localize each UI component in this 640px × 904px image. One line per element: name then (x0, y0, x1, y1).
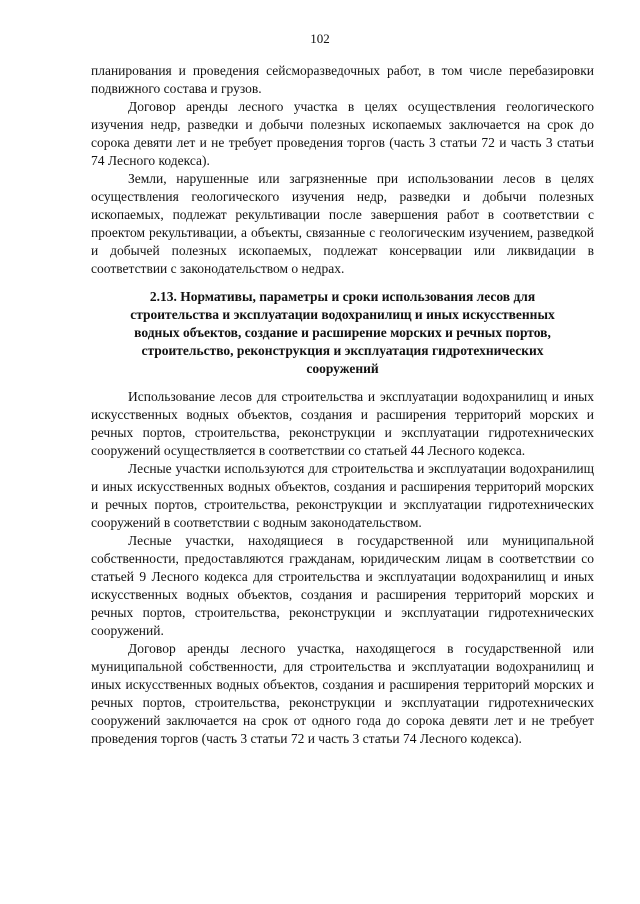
paragraph-continuation: планирования и проведения сейсморазведочных работ, в том числе перебазировки подвижного состава и грузов. (91, 63, 594, 96)
paragraph: Договор аренды лесного участка в целях осуществления геологического изучения недр, разведки и добычи полезных ископаемых заключается на срок до сорока девяти лет и не требует проведения торгов (часть 3 статьи 72 и часть 3 статьи 74 Лесного кодекса). (91, 99, 594, 168)
paragraph: Лесные участки используются для строительства и эксплуатации водохранилищ и иных искусственных водных объектов, создания и расширения территорий морских и речных портов, строительства, реконструкции и эксплуатации гидротехнических сооружений в соответствии с водным законодательством. (91, 461, 594, 530)
paragraph: Договор аренды лесного участка, находящегося в государственной или муниципальной собственности, для строительства и эксплуатации водохранилищ и иных искусственных водных объектов, создания и расширения территорий морских и речных портов, строительства, реконструкции и эксплуатации гидротехнических сооружений заключается на срок от одного года до сорока девяти лет и не требует проведения торгов (часть 3 статьи 72 и часть 3 статьи 74 Лесного кодекса). (91, 641, 594, 746)
paragraph: Использование лесов для строительства и эксплуатации водохранилищ и иных искусственных водных объектов, создания и расширения территорий морских и речных портов, строительства, реконструкции и эксплуатации гидротехнических сооружений осуществляется в соответствии со статьей 44 Лесного кодекса. (91, 389, 594, 458)
paragraph: Земли, нарушенные или загрязненные при использовании лесов в целях осуществления геологического изучения недр, разведки и добычи полезных ископаемых, подлежат рекультивации после завершения работ в соответствии с проектом рекультивации, а объекты, связанные с геологическим изучением, разведкой и добычей полезных ископаемых, подлежат консервации или ликвидации в соответствии с законодательством о недрах. (91, 171, 594, 276)
section-heading: 2.13. Нормативы, параметры и сроки использования лесов для строительства и эксплуатации водохранилищ и иных искусственных водных объектов, создание и расширение морских и речных портов, строительство, реконструкция и эксплуатация гидротехнических сооружений (130, 289, 555, 376)
page-number: 102 (310, 31, 330, 46)
paragraph: Лесные участки, находящиеся в государственной или муниципальной собственности, предоставляются гражданам, юридическим лицам в соответствии со статьей 9 Лесного кодекса для строительства и эксплуатации водохранилищ и иных искусственных водных объектов, создания и расширения территорий морских и речных портов, строительства, реконструкции и эксплуатации гидротехнических сооружений. (91, 533, 594, 638)
page-body (91, 62, 594, 748)
